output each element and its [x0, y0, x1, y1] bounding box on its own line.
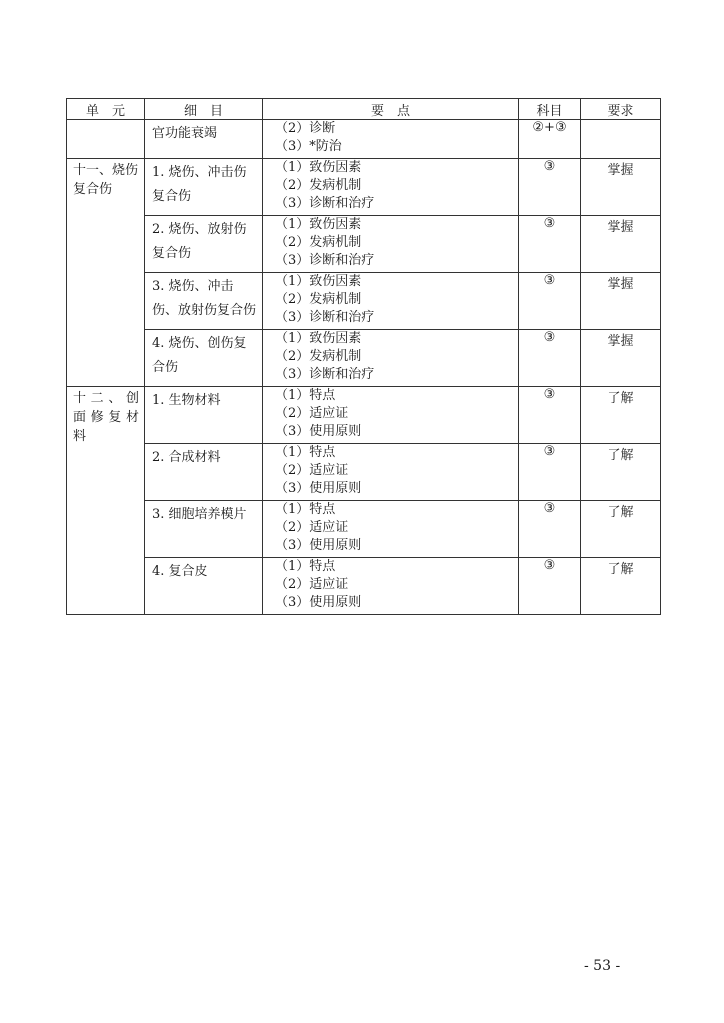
points-list	[263, 501, 518, 555]
point-item: （3）*防治	[275, 139, 342, 154]
table-row	[67, 501, 661, 558]
subject-cell: ③	[519, 330, 581, 387]
page-number: - 53 -	[584, 958, 621, 974]
point-item: （1）特点	[275, 388, 336, 403]
item-text: 2. 烧伤、放射伤复合伤	[152, 222, 247, 261]
item-cell	[145, 501, 263, 558]
header-requirement: 要求	[581, 99, 661, 120]
table-row	[67, 159, 661, 216]
points-cell	[263, 387, 519, 444]
table-row	[67, 216, 661, 273]
subject-cell: ③	[519, 558, 581, 615]
item-cell	[145, 273, 263, 330]
header-unit: 单 元	[67, 99, 145, 120]
item-cell	[145, 159, 263, 216]
point-item: （1）致伤因素	[275, 160, 362, 175]
points-list	[263, 444, 518, 498]
points-cell	[263, 159, 519, 216]
table-row	[67, 120, 661, 159]
point-item: （3）诊断和治疗	[275, 310, 375, 325]
unit-text: 十二、创面修复材料	[73, 391, 140, 444]
table-row	[67, 558, 661, 615]
point-item: （1）特点	[275, 559, 336, 574]
subject-cell: ③	[519, 216, 581, 273]
syllabus-table	[66, 98, 661, 615]
point-item: （2）适应证	[275, 577, 349, 592]
header-subject: 科目	[519, 99, 581, 120]
item-cell	[145, 330, 263, 387]
points-cell	[263, 444, 519, 501]
requirement-cell	[581, 120, 661, 159]
point-item: （3）使用原则	[275, 538, 362, 553]
item-cell	[145, 387, 263, 444]
point-item: （2）发病机制	[275, 235, 362, 250]
points-cell	[263, 120, 519, 159]
point-item: （1）致伤因素	[275, 331, 362, 346]
requirement-cell: 掌握	[581, 159, 661, 216]
point-item: （1）致伤因素	[275, 217, 362, 232]
item-cell	[145, 444, 263, 501]
point-item: （3）使用原则	[275, 424, 362, 439]
item-text: 1. 生物材料	[152, 393, 221, 408]
item-text: 3. 烧伤、冲击伤、放射伤复合伤	[152, 279, 257, 318]
unit-cell	[67, 159, 145, 387]
points-cell	[263, 558, 519, 615]
item-text: 1. 烧伤、冲击伤复合伤	[152, 165, 247, 204]
points-list	[263, 120, 518, 156]
unit-text: 十一、烧伤复合伤	[73, 163, 139, 197]
points-list	[263, 558, 518, 612]
points-list	[263, 159, 518, 213]
item-cell	[145, 558, 263, 615]
points-cell	[263, 330, 519, 387]
point-item: （3）诊断和治疗	[275, 253, 375, 268]
table-row	[67, 273, 661, 330]
header-item: 细 目	[145, 99, 263, 120]
point-item: （1）特点	[275, 445, 336, 460]
point-item: （3）诊断和治疗	[275, 367, 375, 382]
item-text: 4. 复合皮	[152, 564, 208, 579]
requirement-cell: 掌握	[581, 216, 661, 273]
points-cell	[263, 216, 519, 273]
subject-cell: ③	[519, 273, 581, 330]
unit-cell	[67, 387, 145, 615]
point-item: （2）发病机制	[275, 292, 362, 307]
requirement-cell: 掌握	[581, 330, 661, 387]
subject-cell: ③	[519, 159, 581, 216]
item-text: 2. 合成材料	[152, 450, 221, 465]
requirement-cell: 了解	[581, 558, 661, 615]
point-item: （2）适应证	[275, 406, 349, 421]
requirement-cell: 了解	[581, 501, 661, 558]
point-item: （2）诊断	[275, 121, 336, 136]
item-text: 官功能衰竭	[152, 126, 218, 141]
unit-cell-empty	[67, 120, 145, 159]
point-item: （2）适应证	[275, 463, 349, 478]
point-item: （3）诊断和治疗	[275, 196, 375, 211]
item-cell	[145, 216, 263, 273]
point-item: （3）使用原则	[275, 595, 362, 610]
subject-cell: ③	[519, 501, 581, 558]
point-item: （1）特点	[275, 502, 336, 517]
points-cell	[263, 501, 519, 558]
points-list	[263, 330, 518, 384]
points-list	[263, 273, 518, 327]
points-list	[263, 216, 518, 270]
table-header-row	[67, 99, 661, 120]
item-text: 4. 烧伤、创伤复合伤	[152, 336, 247, 375]
table-row	[67, 444, 661, 501]
requirement-cell: 掌握	[581, 273, 661, 330]
subject-cell: ②+③	[519, 120, 581, 159]
point-item: （1）致伤因素	[275, 274, 362, 289]
point-item: （2）发病机制	[275, 349, 362, 364]
point-item: （3）使用原则	[275, 481, 362, 496]
points-cell	[263, 273, 519, 330]
subject-cell: ③	[519, 444, 581, 501]
header-points: 要 点	[263, 99, 519, 120]
item-cell	[145, 120, 263, 159]
item-text: 3. 细胞培养模片	[152, 507, 247, 522]
table-row	[67, 330, 661, 387]
requirement-cell: 了解	[581, 444, 661, 501]
table-row	[67, 387, 661, 444]
point-item: （2）适应证	[275, 520, 349, 535]
subject-cell: ③	[519, 387, 581, 444]
point-item: （2）发病机制	[275, 178, 362, 193]
requirement-cell: 了解	[581, 387, 661, 444]
points-list	[263, 387, 518, 441]
